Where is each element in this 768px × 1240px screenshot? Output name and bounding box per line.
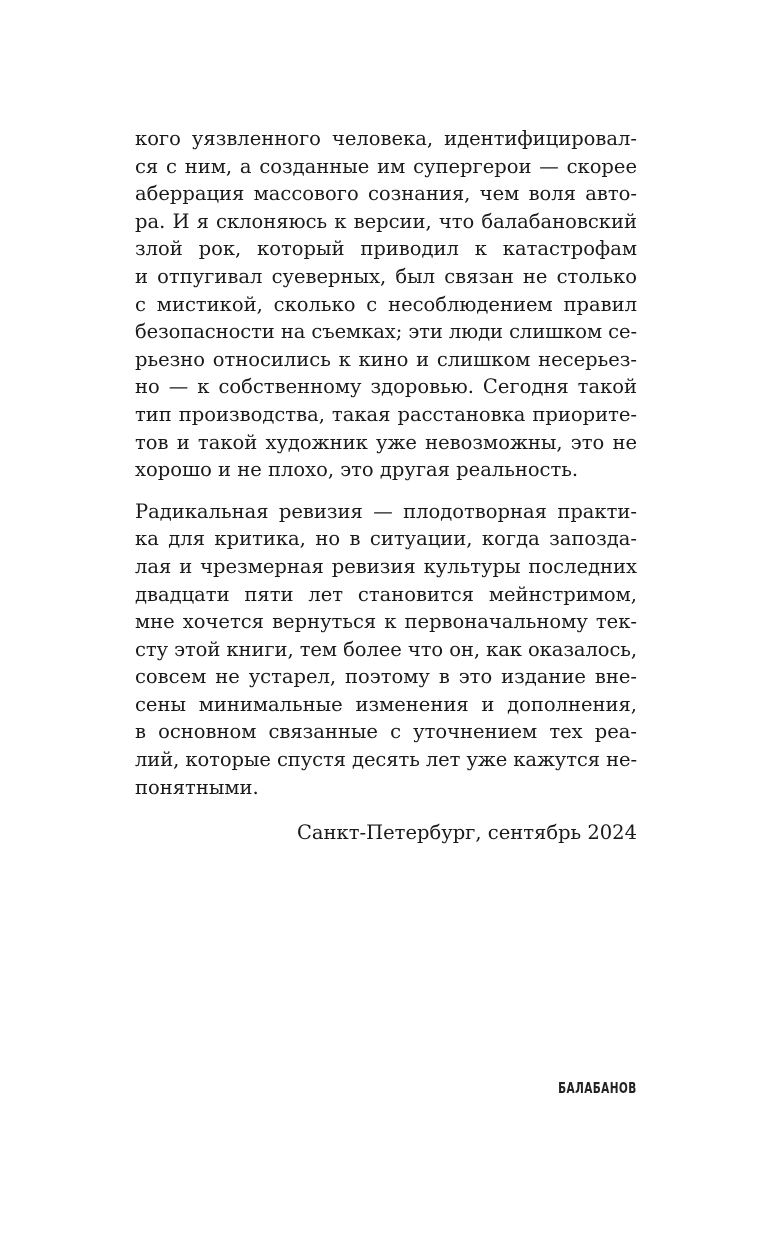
text-line: хорошо и не плохо, это другая реальность. (135, 458, 579, 482)
signature-spacer (135, 801, 637, 819)
paragraph-2 (135, 498, 637, 802)
text-line: ка для критика, но в ситуации, когда запозда- (135, 527, 637, 551)
text-line: тов и такой художник уже невозможны, это не (135, 430, 637, 454)
text-line: лая и чрезмерная ревизия культуры последних (135, 554, 637, 578)
running-footer: БАЛАБАНОВ (558, 1079, 637, 1097)
text-line: понятными. (135, 775, 259, 799)
text-line: с мистикой, сколько с несоблюдением правил (135, 292, 637, 316)
text-line: ра. И я склоняюсь к версии, что балабановский (135, 209, 637, 233)
text-line: ся с ним, а созданные им супергерои — скорее (135, 154, 637, 178)
place-date-signature: Санкт-Петербург, сентябрь 2024 (297, 821, 637, 845)
text-line: злой рок, который приводил к катастрофам (135, 237, 637, 261)
text-line: Радикальная ревизия — плодотворная практи- (135, 499, 637, 523)
text-line: лий, которые спустя десять лет уже кажутся не- (135, 748, 637, 772)
text-line: двадцати пяти лет становится мейнстримом, (135, 582, 637, 606)
paragraph-spacer (135, 484, 637, 498)
text-line: аберрация массового сознания, чем воля авто- (135, 182, 637, 206)
text-line: сены минимальные изменения и дополнения, (135, 692, 637, 716)
text-line: но — к собственному здоровью. Сегодня такой (135, 375, 637, 399)
text-line: мне хочется вернуться к первоначальному тек- (135, 610, 637, 634)
text-line: совсем не устарел, поэтому в это издание вне- (135, 665, 637, 689)
text-line: тип производства, такая расстановка приорите- (135, 402, 637, 426)
text-line: безопасности на съемках; эти люди слишком се- (135, 320, 637, 344)
text-line: в основном связанные с уточнением тех реа- (135, 720, 637, 744)
body-text (135, 125, 637, 847)
paragraph-1 (135, 125, 637, 484)
text-line: кого уязвленного человека, идентифицировал- (135, 127, 637, 150)
text-line: сту этой книги, тем более что он, как оказалось, (135, 637, 637, 661)
text-line: рьезно относились к кино и слишком несерьез- (135, 347, 637, 371)
text-line: и отпугивал суеверных, был связан не столько (135, 264, 637, 288)
